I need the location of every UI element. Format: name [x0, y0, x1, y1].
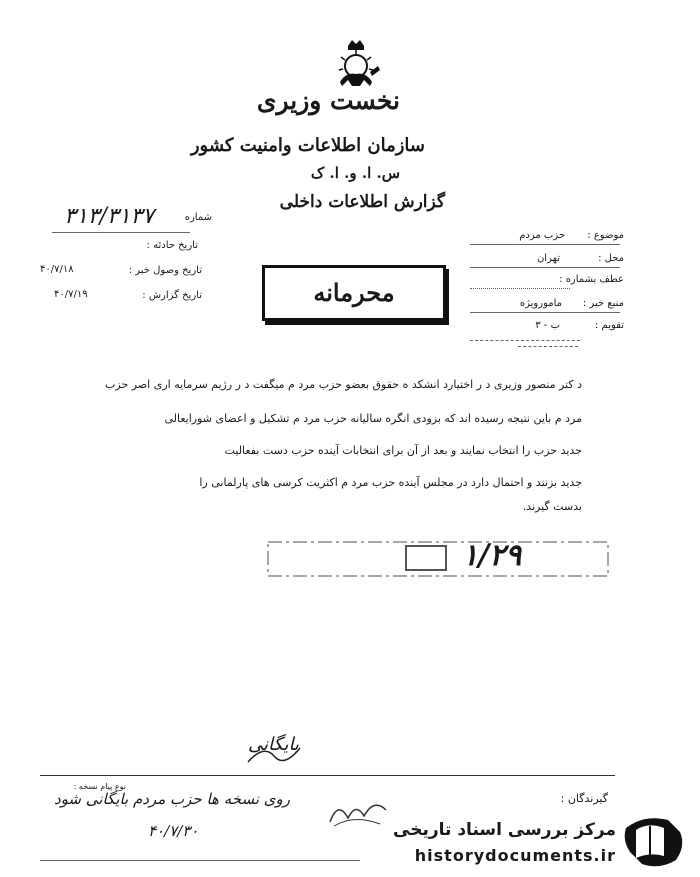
number-value: ۳۱۳/۳۱۳۷ [64, 204, 155, 229]
lion-and-sun-emblem-icon [326, 36, 386, 90]
handwritten-archive-note: روی نسخه ها حزب مردم بایگانی شود [54, 790, 290, 808]
incident-date-label: تاریخ حادثه : [146, 240, 198, 251]
organization-code: س. ا. و. ا. ک [310, 164, 400, 182]
subject-label: موضوع : [587, 230, 624, 241]
number-label: شماره [184, 212, 212, 223]
confidential-stamp-text: محرمانه [313, 278, 395, 307]
archive-signature: بایگانی [248, 734, 299, 755]
report-date-label: تاریخ گزارش : [142, 290, 202, 301]
recipients-label: گیرندگان : [560, 792, 608, 805]
receipt-stamp-date: ۱/۲۹ [462, 538, 522, 573]
source-label: منبع خبر : [582, 298, 624, 309]
body-line: د کتر منصور وزیری د ر اختیارد انشکد ه حقوق بعضو حزب مرد م میگفت د ر رژیم سرمایه اری اصر حزب [105, 378, 582, 391]
watermark-url: historydocuments.ir [414, 846, 616, 865]
body-line: جدید بزنند و احتمال دارد در مجلس آینده حزب مرد م اکثریت کرسی های پارلمانی را [199, 476, 582, 489]
received-date-label: تاریخ وصول خبر : [128, 265, 202, 276]
receipt-stamp [266, 532, 616, 582]
subject-value: حزب مردم [519, 230, 565, 241]
signature-flourish [244, 740, 304, 770]
organization-name: سازمان اطلاعات وامنیت کشور [190, 135, 425, 156]
copies-label: نوع پیام نسخه : [73, 782, 126, 791]
ministry-title: نخست وزیری [256, 86, 400, 115]
received-date-value: ۴۰/۷/۱۸ [40, 264, 74, 275]
reference-label: عطف بشماره : [559, 274, 624, 285]
body-line: بدست گیرند. [522, 500, 582, 513]
history-documents-logo-icon [620, 812, 688, 870]
location-label: محل : [598, 253, 624, 264]
watermark-name: مرکز بررسی اسناد تاریخی [393, 820, 616, 840]
evaluation-label: تقویم : [595, 320, 624, 331]
initials-scribble [324, 792, 394, 832]
handwritten-date: ۴۰/۷/۳۰ [148, 822, 199, 840]
confidential-stamp [262, 265, 446, 321]
report-date-value: ۴۰/۷/۱۹ [54, 289, 88, 300]
body-line: مرد م باین نتیجه رسیده اند که بزودی انگره سالیانه حزب مرد م تشکیل و اعضای شورایعالی [164, 412, 582, 425]
source-value: مامورویژه [519, 298, 562, 309]
receipt-stamp-frame [266, 532, 616, 582]
report-title: گزارش اطلاعات داخلی [279, 192, 445, 212]
location-value: تهران [536, 253, 560, 264]
body-line: جدید حزب را انتخاب نمایند و بعد از آن برای انتخابات آینده حزب دست بفعالیت [224, 444, 582, 457]
evaluation-value: ب - ۳ [535, 320, 560, 331]
